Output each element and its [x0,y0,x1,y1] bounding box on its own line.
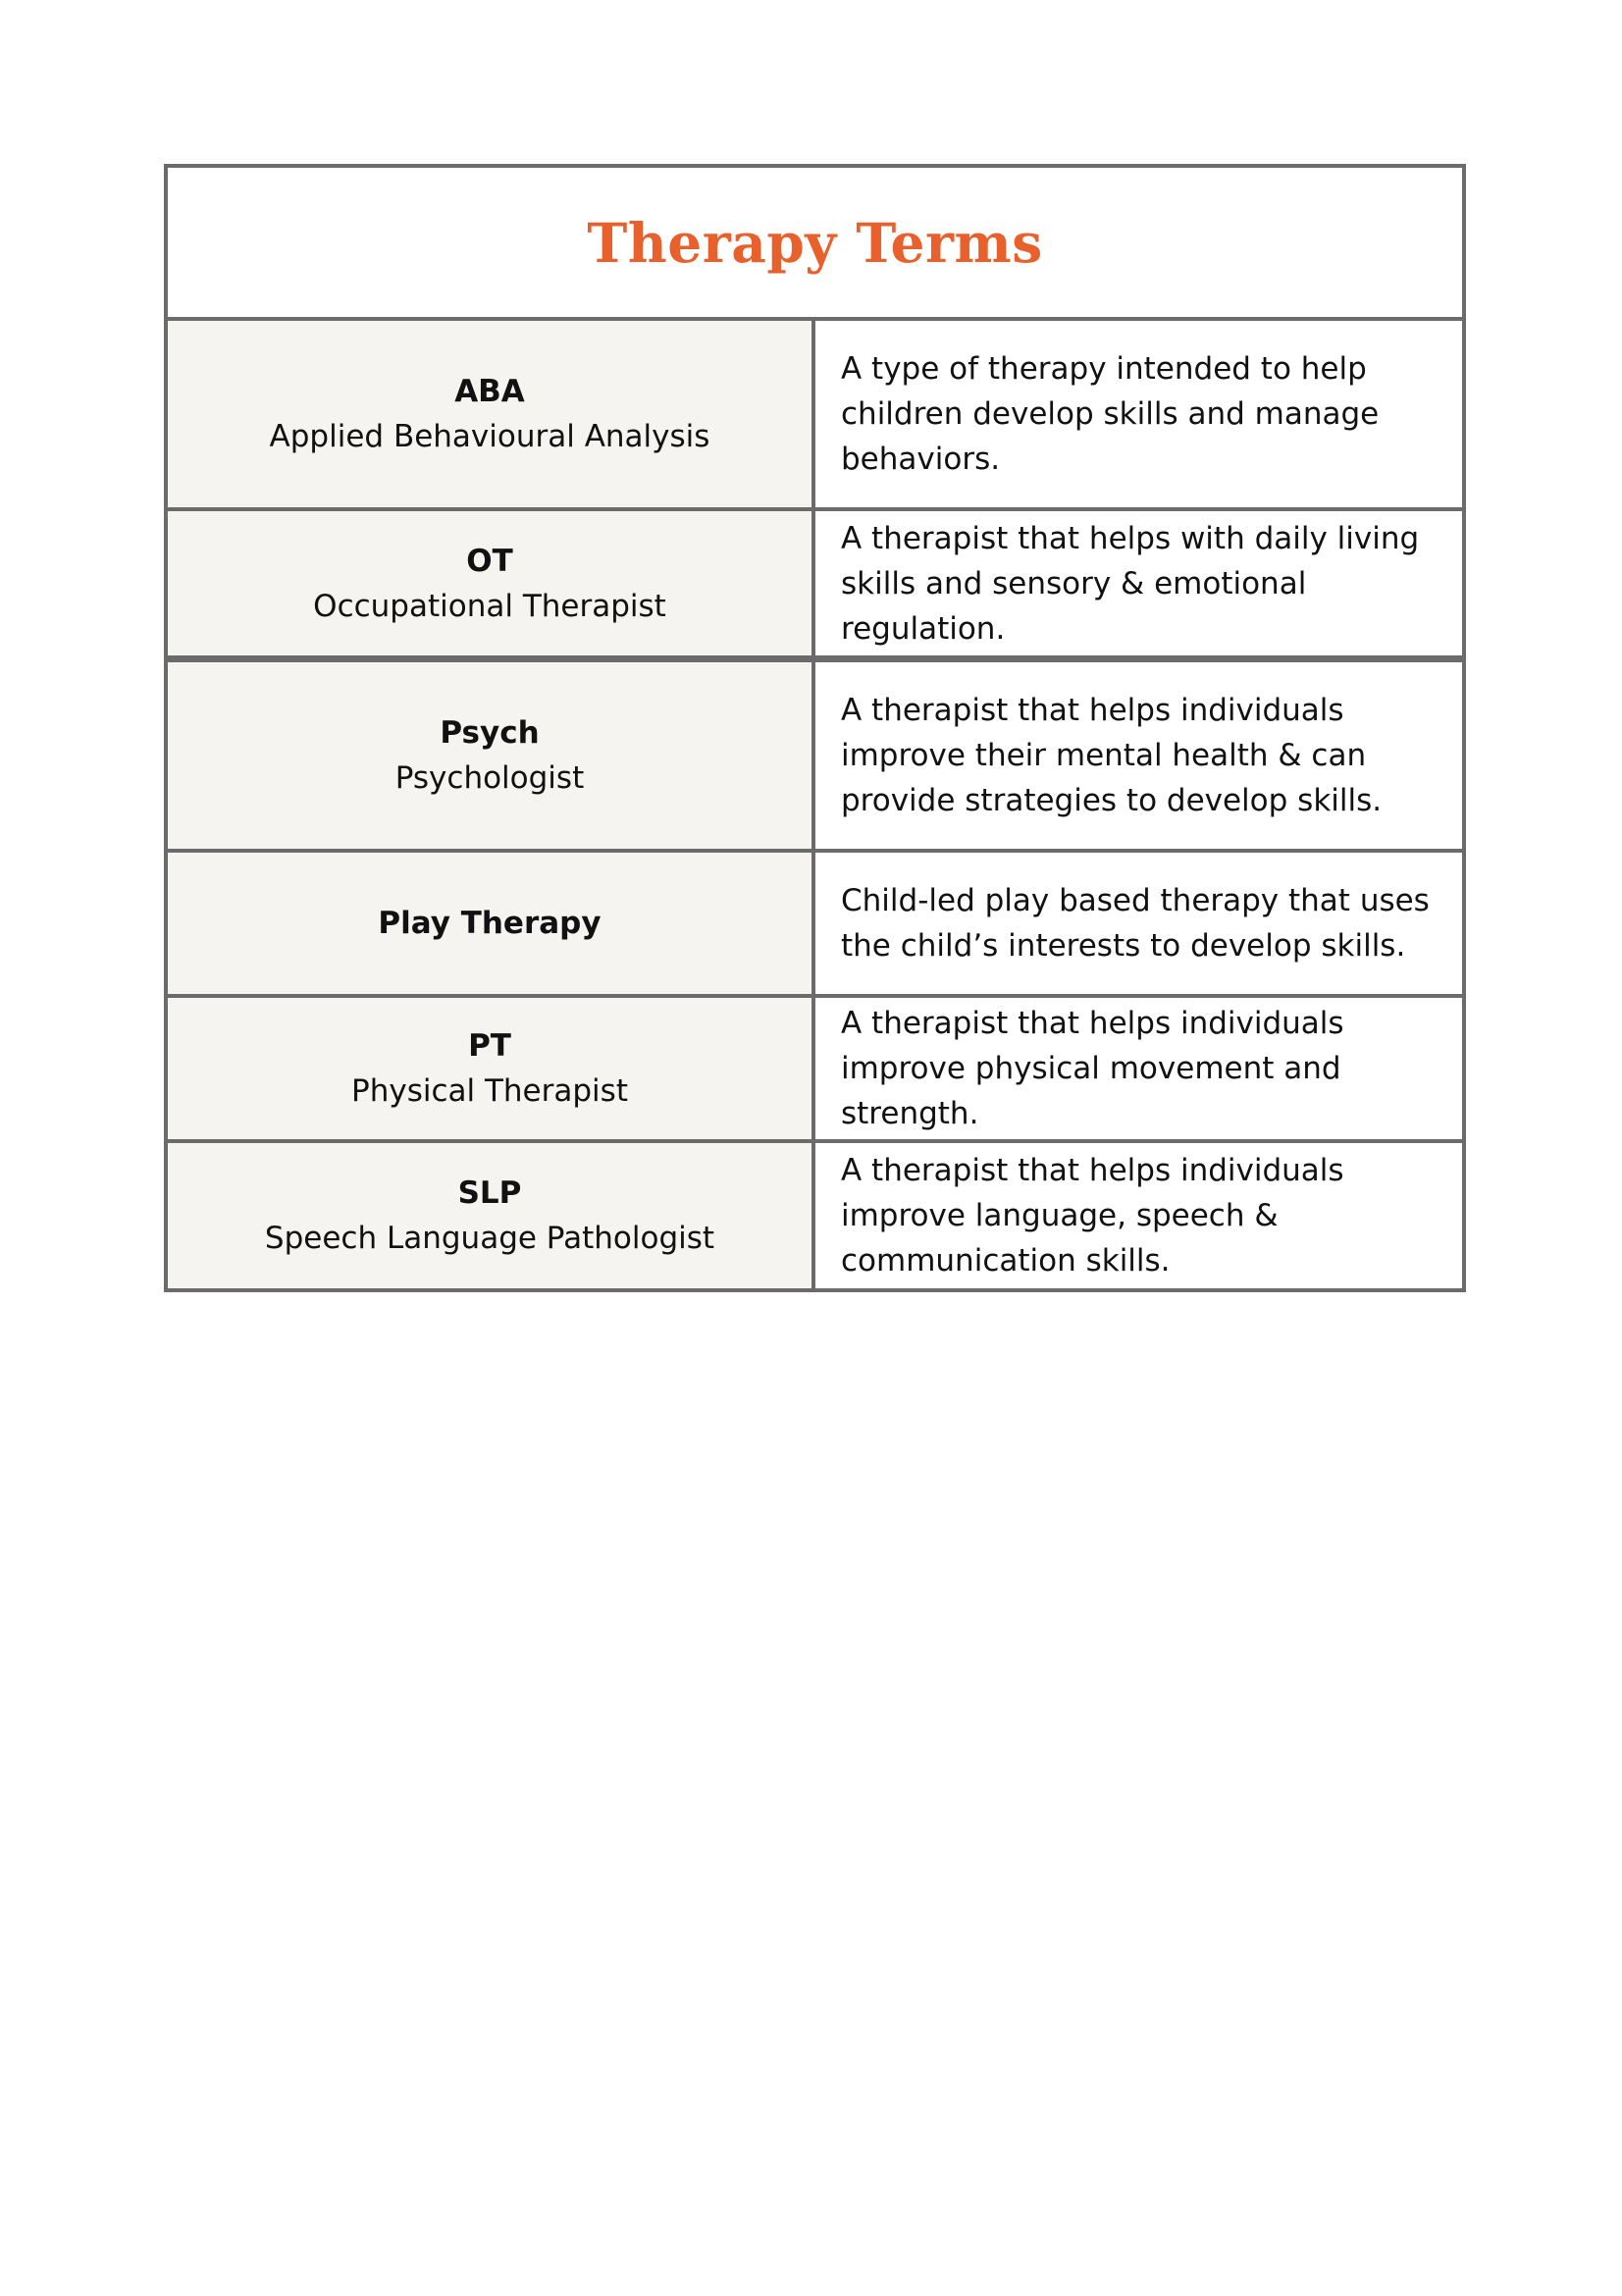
table-row [168,1143,1462,1288]
page-title: Therapy Terms [587,210,1043,275]
description-cell [815,1143,1462,1288]
term-description: A therapist that helps individuals improve their mental health & can provide strategies to develop skills. [841,693,1383,818]
term-description: A type of therapy intended to help children develop skills and manage behaviors. [841,351,1380,477]
table-row [168,998,1462,1143]
term-abbreviation: Psych [440,715,540,751]
term-cell [168,998,815,1139]
description-cell [815,853,1462,994]
term-cell [168,511,815,655]
therapy-terms-table [164,164,1466,1292]
term-full-name: Occupational Therapist [313,588,666,624]
term-cell [168,321,815,507]
term-full-name: Speech Language Pathologist [264,1221,715,1256]
term-cell [168,853,815,994]
term-full-name: Applied Behavioural Analysis [269,419,710,454]
table-row [168,662,1462,853]
term-full-name: Physical Therapist [351,1073,628,1109]
term-description: Child-led play based therapy that uses the child’s interests to develop skills. [841,883,1430,964]
description-cell [815,511,1462,655]
table-row [168,853,1462,998]
description-cell [815,662,1462,849]
term-abbreviation: Play Therapy [378,906,602,941]
term-abbreviation: SLP [457,1175,522,1211]
table-row [168,321,1462,511]
term-cell [168,662,815,849]
term-abbreviation: PT [468,1028,511,1064]
description-cell [815,998,1462,1139]
term-full-name: Psychologist [394,760,585,796]
term-description: A therapist that helps individuals improve physical movement and strength. [841,1006,1344,1131]
term-cell [168,1143,815,1288]
term-description: A therapist that helps with daily living skills and sensory & emotional regulation. [841,520,1420,647]
table-row [168,511,1462,662]
term-description: A therapist that helps individuals improve language, speech & communication skills. [841,1153,1344,1278]
term-abbreviation: ABA [454,374,525,409]
description-cell [815,321,1462,507]
table-title-cell [168,168,1462,321]
term-abbreviation: OT [466,543,513,579]
